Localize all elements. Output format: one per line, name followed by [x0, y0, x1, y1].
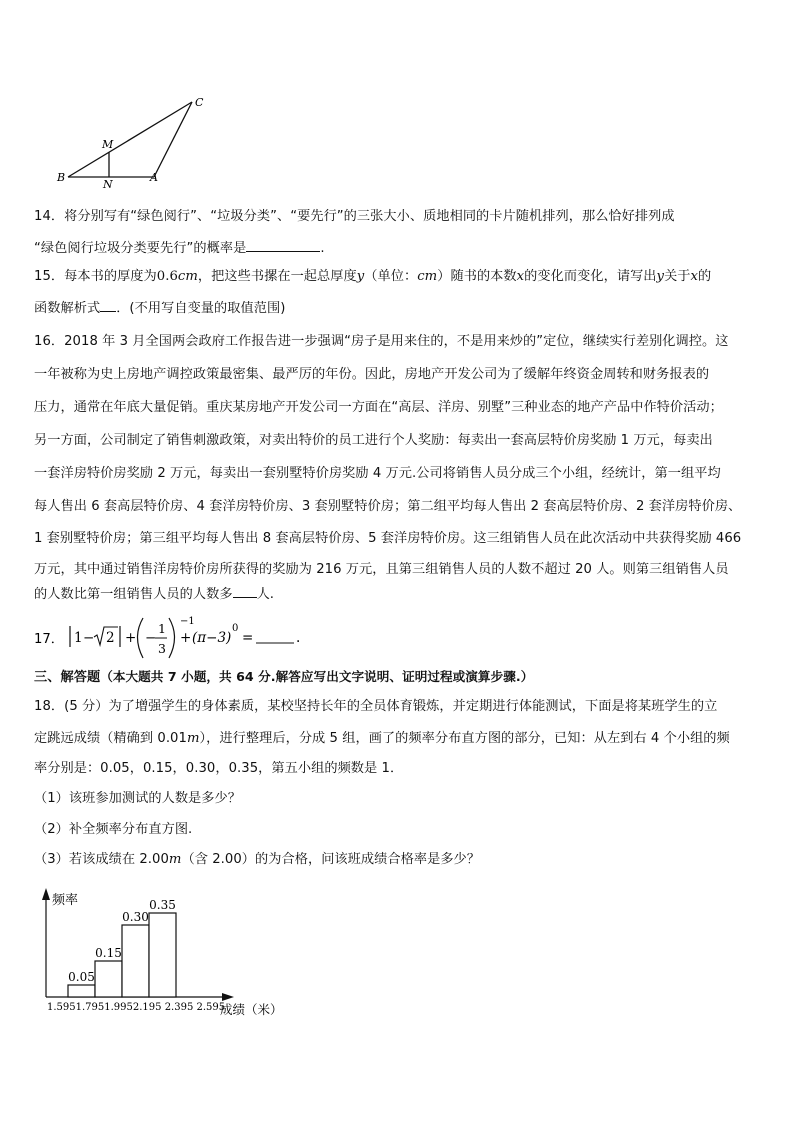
q16-line: 16．2018 年 3 月全国两会政府工作报告进一步强调“房子是用来住的，不是用来炒的”定位，继续实行差别化调控。这: [34, 334, 729, 349]
q14-line1: 14．将分别写有“绿色阅行”、“垃圾分类”、“要先行”的三张大小、质地相同的卡片随机排列，那么恰好排列成: [34, 209, 675, 224]
label-c: C: [195, 96, 204, 109]
q16-line: 1 套别墅特价房；第三组平均每人售出 8 套高层特价房、5 套洋房特价房。这三组销售人员在此次活动中共获得奖励 466: [34, 531, 742, 546]
q18-text-a: 定跳远成绩（精确到 0.01: [34, 731, 187, 746]
q18-sub3-unit: m: [168, 852, 182, 867]
x-axis-label: 成绩（米）: [220, 1002, 283, 1017]
bar-value-label: 0.05: [68, 970, 95, 984]
bar-value-label: 0.30: [122, 910, 149, 924]
histogram-bar: [68, 985, 95, 997]
x-axis-arrow: [222, 993, 234, 1001]
q18-text-b: ），进行整理后，分成 5 组，画了的频率分布直方图的部分，已知：从左到右 4 个小组的频: [199, 731, 730, 746]
q17-frac-minus: −: [145, 630, 157, 646]
q15-line2: [34, 297, 762, 319]
y-axis-label: 频率: [52, 893, 79, 908]
label-n: N: [103, 178, 113, 191]
histogram-bar: [95, 961, 122, 997]
q16-line: 一套洋房特价房奖励 2 万元，每卖出一套别墅特价房奖励 4 万元.公司将销售人员分成三个小组，经统计，第一组平均: [34, 466, 721, 481]
q17-frac-num: 1: [158, 621, 166, 636]
q17-plus-1: +: [125, 630, 137, 646]
q17-end: .: [296, 630, 301, 646]
q15-text-a: 15．每本书的厚度为: [34, 269, 157, 284]
q15-var-y-2: y: [656, 269, 665, 284]
histogram-bar: [149, 913, 176, 997]
q17-one: 1: [74, 630, 83, 646]
q17-exp-zero: 0: [232, 623, 239, 634]
q15-text-e: 的变化而变化，请写出: [524, 269, 657, 284]
q17-expression: [0, 612, 793, 668]
label-a: A: [150, 171, 158, 184]
q15-text-d: ）随书的本数: [437, 269, 517, 284]
q14-end: .: [320, 241, 325, 256]
q17-equals: =: [242, 630, 254, 646]
q17-number: 17．: [34, 632, 64, 647]
q18-sub3: [34, 850, 762, 870]
label-m: M: [102, 138, 114, 151]
triangle-figure: [0, 0, 793, 200]
q15-unit-2: cm: [417, 269, 438, 284]
q16-line-last: [34, 583, 762, 605]
q15-text-f: 关于: [664, 269, 691, 284]
q16-line: 万元，其中通过销售洋房特价房所获得的奖励为 216 万元，且第三组销售人员的人数不超过 20 人。则第三组销售人员: [34, 562, 729, 577]
q18-sub2: （2）补全频率分布直方图.: [34, 822, 193, 837]
answer-blank-16[interactable]: [233, 583, 257, 598]
q17-exp-neg1: −1: [180, 616, 195, 627]
q16-line: 每人售出 6 套高层特价房、4 套洋房特价房、3 套别墅特价房；第二组平均每人售出 2 套高层特价房、2 套洋房特价房、: [34, 499, 742, 514]
q15-var-x-2: x: [690, 269, 699, 284]
histogram-bar: [122, 925, 149, 997]
x-tick-labels: 1.5951.7951.9952.195 2.395 2.595: [47, 1002, 226, 1013]
q15-text-c: （单位：: [364, 269, 418, 284]
q16-line: 压力，通常在年底大量促销。重庆某房地产开发公司一方面在“高层、洋房、别墅”三种业态的地产产品中作特价活动；: [34, 400, 723, 415]
q15-text-h: 函数解析式: [34, 301, 101, 316]
q18-sub1: （1）该班参加测试的人数是多少？: [34, 791, 242, 806]
q14-text: “绿色阅行垃圾分类要先行”的概率是: [34, 241, 247, 256]
q17-plus-2: +: [180, 630, 192, 646]
q15-text-b: ，把这些书摞在一起总厚度: [197, 269, 357, 284]
q17-pi-part: (π−3): [192, 630, 232, 646]
q18-line2: [34, 729, 762, 749]
q18-sub3-text-b: （含 2.00）的为合格，问该班成绩合格率是多少？: [181, 852, 481, 867]
q17-frac-den: 3: [158, 641, 166, 656]
q18-line1: 18．(5 分）为了增强学生的身体素质，某校坚持长年的全员体育锻炼，并定期进行体能测试，下面是将某班学生的立: [34, 699, 718, 714]
q16-end: 人.: [256, 587, 275, 602]
q16-line: 另一方面，公司制定了销售刺激政策，对卖出特价的员工进行个人奖励：每卖出一套高层特价房奖励 1 万元，每卖出: [34, 433, 713, 448]
q18-unit-m: m: [186, 731, 200, 746]
q15-thickness: 0.6: [156, 269, 178, 284]
q16-text: 的人数比第一组销售人员的人数多: [34, 587, 233, 602]
section3-heading: [34, 667, 762, 688]
q15-text-i: ．(不用写自变量的取值范围): [116, 301, 286, 316]
q15-var-y: y: [356, 269, 365, 284]
answer-blank-14[interactable]: [246, 237, 320, 252]
bar-value-label: 0.35: [149, 898, 176, 912]
bar-value-label: 0.15: [95, 946, 122, 960]
q16-line: 一年被称为史上房地产调控政策最密集、最严厉的年份。因此，房地产开发公司为了缓解年终资金周转和财务报表的: [34, 367, 710, 382]
answer-blank-15[interactable]: [100, 297, 116, 312]
label-b: B: [57, 171, 66, 184]
q15-text-g: 的: [698, 269, 712, 284]
q15-line1: [34, 267, 762, 287]
frequency-histogram: [0, 878, 793, 1038]
q15-unit: cm: [177, 269, 198, 284]
q17-minus: −: [83, 630, 95, 646]
q15-var-x: x: [516, 269, 525, 284]
q17-sqrt-arg: 2: [106, 630, 115, 646]
q18-line3: 率分别是：0.05，0.15，0.30，0.35，第五小组的频数是 1．: [34, 761, 404, 776]
paren-right: [169, 618, 175, 658]
paren-left: [138, 618, 144, 658]
y-axis-arrow: [42, 888, 50, 900]
q14-line2: [34, 237, 762, 259]
section3-title: 三、解答题: [34, 670, 101, 685]
q18-sub3-text-a: （3）若该成绩在 2.00: [34, 852, 169, 867]
section3-note: （本大题共 7 小题，共 64 分.解答应写出文字说明、证明过程或演算步骤.）: [100, 669, 534, 684]
